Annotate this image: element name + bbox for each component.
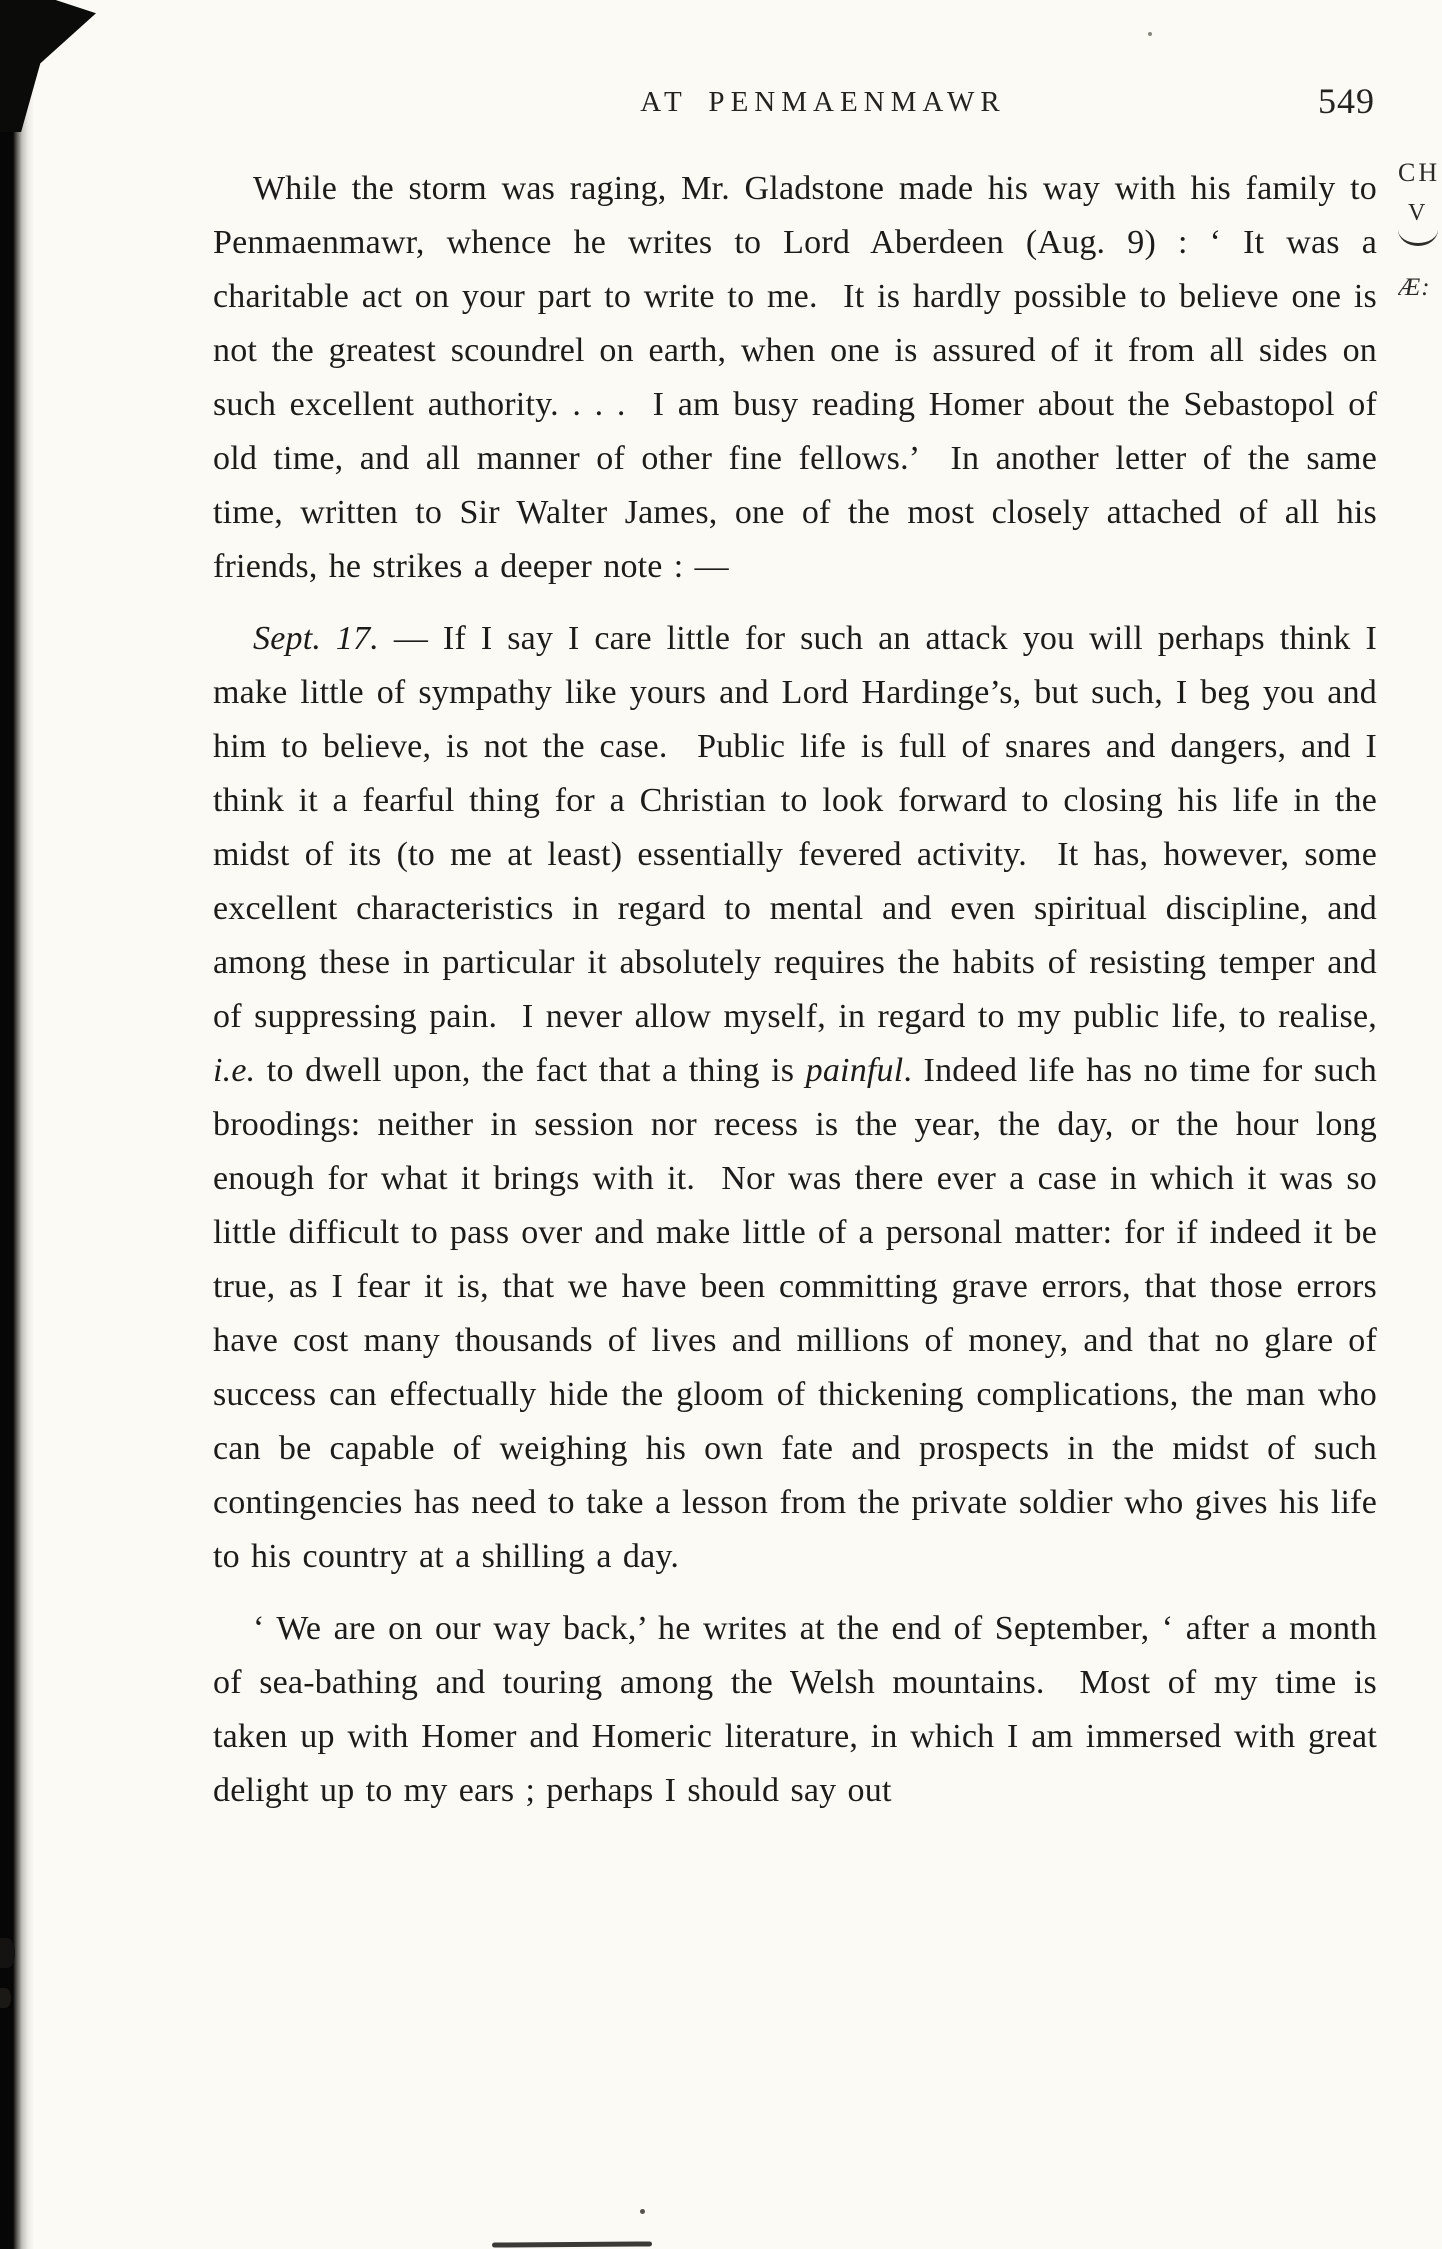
text-segment: — If I say I care little for such an attack you will perhaps think I make little of sympathy like yours and Lord Hardinge’s, but such, I beg you and him to believe, is not the case. Public life is full of snares and dangers, and I think it a fearful thing for a Christian to look forward to closing his life in the midst of its (to me at least) essentially fevered activity. It has, however, some excellent characteristics in regard to mental and even spiritual discipline, and among these in particular it absolutely requires the habits of resisting temper and of suppressing pain. I never allow myself, in regard to my public life, to realise,	[213, 620, 1389, 1035]
text-segment: ‘ We are on our way back,’ he writes at the end of September, ‘ after a month of sea-bathing and touring among the Welsh mountains. Most of my time is taken up with Homer and Homeric literature, in which I am immersed with great delight up to my ears ; perhaps I should say out	[213, 1610, 1389, 1809]
edge-speck	[0, 1938, 15, 1968]
page-body	[213, 162, 1389, 1836]
margin-notes	[1398, 158, 1442, 302]
text-segment: While the storm was raging, Mr. Gladstone made his way with his family to Penmaenmawr, whence he writes to Lord Aberdeen (Aug. 9) : ‘ It was a charitable act on your part to write to me. It is hardly possible to believe one is not the greatest scoundrel on earth, when one is assured of it from all sides on such excellent authority. . . . I am busy reading Homer about the Sebastopol of old time, and all manner of other fine fellows.’ In another letter of the same time, written to Sir Walter James, one of the most closely attached of all his friends, he strikes a deeper note : —	[213, 170, 1389, 585]
closing-paragraph	[213, 1602, 1389, 1818]
stray-ink-dot	[640, 2209, 645, 2214]
italic-text-segment: painful	[805, 1052, 904, 1089]
bottom-scan-mark	[492, 2241, 652, 2247]
letter-sept-17	[213, 612, 1389, 1584]
text-segment: . Indeed life has no time for such broodings: neither in session nor recess is the year, the day, or the hour long enough for what it brings with it. Nor was there ever a case in which it was so little difficult to pass over and make little of a personal matter: for if indeed it be true, as I fear it is, that we have been committing grave errors, that those errors have cost many thousands of lives and millions of money, and that no glare of success can effectually hide the gloom of thickening complications, the man who can be capable of weighing his own fate and prospects in the midst of such contingencies has need to take a lesson from the private soldier who gives his life to his country at a shilling a day.	[213, 1052, 1389, 1575]
page-corner-mark	[0, 0, 96, 132]
stray-ink-dot	[1148, 32, 1152, 36]
margin-note-numeral: V	[1408, 200, 1426, 226]
running-title: AT PENMAENMAWR	[640, 86, 1006, 118]
running-head	[213, 81, 1377, 132]
italic-text-segment: i.e.	[213, 1052, 256, 1089]
intro-paragraph	[213, 162, 1389, 594]
margin-flourish	[1398, 228, 1438, 246]
italic-text-segment: Sept. 17.	[253, 620, 379, 657]
page-number: 549	[1318, 81, 1375, 121]
edge-speck	[0, 1988, 11, 2008]
margin-note-chapter: CH	[1398, 158, 1441, 187]
text-segment: to dwell upon, the fact that a thing is	[255, 1052, 806, 1089]
margin-note-aetat: Æ:	[1398, 274, 1431, 301]
binding-shadow	[0, 0, 34, 2249]
